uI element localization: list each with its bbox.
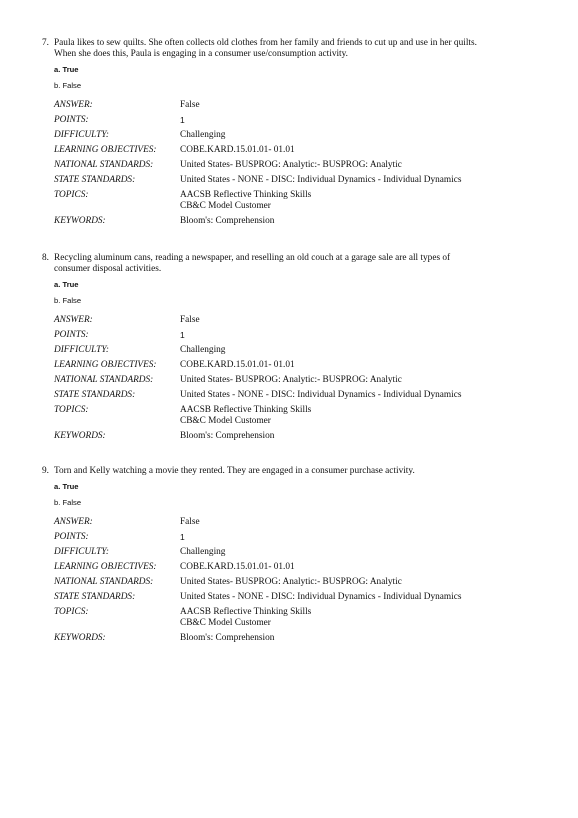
question-line-2: consumer disposal activities. [54,264,162,274]
answer-row: ANSWER: False [54,100,542,111]
option-b: b. False [54,296,82,305]
answer-row: ANSWER: False [54,315,542,326]
answer-value: False [180,517,200,527]
difficulty-row: DIFFICULTY: Challenging [54,130,542,141]
learning-objectives-value: COBE.KARD.15.01.01- 01.01 [180,145,295,155]
points-row: POINTS: 1 [54,115,542,126]
option-a: a. True [54,482,79,491]
question-text [42,253,542,275]
question-7 [42,38,542,231]
keywords-row: KEYWORDS: Bloom's: Comprehension [54,216,542,227]
points-row: POINTS: 1 [54,532,542,543]
option-a: a. True [54,65,79,74]
points-row: POINTS: 1 [54,330,542,341]
state-standards-row: STATE STANDARDS: United States - NONE - DISC: Individual Dynamics - Individual Dynamics [54,592,542,603]
learning-objectives-value: COBE.KARD.15.01.01- 01.01 [180,360,295,370]
learning-objectives-row: LEARNING OBJECTIVES: COBE.KARD.15.01.01- 01.01 [54,562,542,573]
question-8 [42,253,542,446]
state-standards-value: United States - NONE - DISC: Individual Dynamics - Individual Dynamics [180,390,462,400]
keywords-value: Bloom's: Comprehension [180,633,275,643]
difficulty-value: Challenging [180,130,226,140]
topics-value: AACSB Reflective Thinking Skills CB&C Model Customer [180,607,312,628]
state-standards-value: United States - NONE - DISC: Individual Dynamics - Individual Dynamics [180,592,462,602]
question-line-1: Paula likes to sew quilts. She often collects old clothes from her family and friends to cut up and use in her quilts. [54,38,477,48]
question-text [42,38,542,60]
question-number: 9. [42,466,49,476]
keywords-row: KEYWORDS: Bloom's: Comprehension [54,633,542,644]
topics-row: TOPICS: AACSB Reflective Thinking Skills CB&C Model Customer [54,607,542,629]
option-b: b. False [54,81,82,90]
question-9 [42,466,542,648]
state-standards-row: STATE STANDARDS: United States - NONE - DISC: Individual Dynamics - Individual Dynamics [54,390,542,401]
question-line-1: Torn and Kelly watching a movie they rented. They are engaged in a consumer purchase activity. [54,466,415,476]
question-number: 8. [42,253,49,263]
national-standards-value: United States- BUSPROG: Analytic:- BUSPROG: Analytic [180,577,402,587]
question-line-2: When she does this, Paula is engaging in a consumer use/consumption activity. [54,49,349,59]
topics-row: TOPICS: AACSB Reflective Thinking Skills CB&C Model Customer [54,405,542,427]
topics-value: AACSB Reflective Thinking Skills CB&C Model Customer [180,190,312,211]
question-text [42,466,542,477]
points-value: 1 [180,115,185,125]
points-value: 1 [180,532,185,542]
question-line-1: Recycling aluminum cans, reading a newspaper, and reselling an old couch at a garage sale are all types of [54,253,451,263]
topics-row: TOPICS: AACSB Reflective Thinking Skills CB&C Model Customer [54,190,542,212]
learning-objectives-row: LEARNING OBJECTIVES: COBE.KARD.15.01.01- 01.01 [54,145,542,156]
difficulty-row: DIFFICULTY: Challenging [54,547,542,558]
national-standards-value: United States- BUSPROG: Analytic:- BUSPROG: Analytic [180,375,402,385]
difficulty-row: DIFFICULTY: Challenging [54,345,542,356]
answer-metadata [54,517,542,644]
national-standards-value: United States- BUSPROG: Analytic:- BUSPROG: Analytic [180,160,402,170]
topics-value: AACSB Reflective Thinking Skills CB&C Model Customer [180,405,312,426]
difficulty-value: Challenging [180,547,226,557]
answer-value: False [180,315,200,325]
national-standards-row: NATIONAL STANDARDS: United States- BUSPROG: Analytic:- BUSPROG: Analytic [54,577,542,588]
answer-value: False [180,100,200,110]
answer-row: ANSWER: False [54,517,542,528]
keywords-row: KEYWORDS: Bloom's: Comprehension [54,431,542,442]
points-value: 1 [180,330,185,340]
option-a: a. True [54,280,79,289]
difficulty-value: Challenging [180,345,226,355]
answer-metadata [54,315,542,442]
national-standards-row: NATIONAL STANDARDS: United States- BUSPROG: Analytic:- BUSPROG: Analytic [54,375,542,386]
answer-metadata [54,100,542,227]
state-standards-value: United States - NONE - DISC: Individual Dynamics - Individual Dynamics [180,175,462,185]
keywords-value: Bloom's: Comprehension [180,431,275,441]
state-standards-row: STATE STANDARDS: United States - NONE - DISC: Individual Dynamics - Individual Dynamics [54,175,542,186]
question-number: 7. [42,38,49,48]
learning-objectives-row: LEARNING OBJECTIVES: COBE.KARD.15.01.01- 01.01 [54,360,542,371]
learning-objectives-value: COBE.KARD.15.01.01- 01.01 [180,562,295,572]
national-standards-row: NATIONAL STANDARDS: United States- BUSPROG: Analytic:- BUSPROG: Analytic [54,160,542,171]
keywords-value: Bloom's: Comprehension [180,216,275,226]
option-b: b. False [54,498,82,507]
